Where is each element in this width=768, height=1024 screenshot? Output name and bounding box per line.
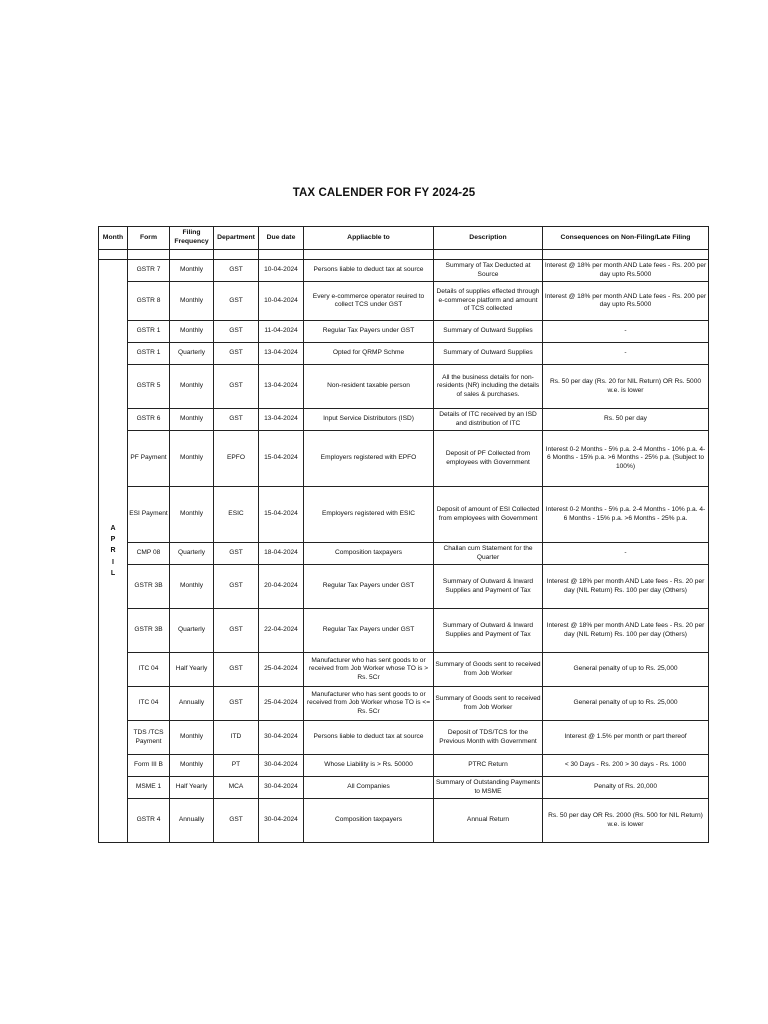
form-cell: GSTR 1 [128, 321, 170, 343]
description-cell: Details of supplies effected through e-commerce platform and amount of TCS collected [434, 282, 543, 321]
month-letter: P [110, 536, 116, 544]
table-row [99, 687, 709, 721]
description-cell: Deposit of amount of ESI Collected from employees with Government [434, 487, 543, 543]
form-cell: GSTR 1 [128, 343, 170, 365]
department-cell: GST [214, 687, 259, 721]
due-date-cell: 15-04-2024 [259, 431, 304, 487]
department-cell: GST [214, 609, 259, 653]
form-cell: ESI Payment [128, 487, 170, 543]
applicable-to-cell: Whose Liability is > Rs. 50000 [304, 755, 434, 777]
due-date-cell: 13-04-2024 [259, 343, 304, 365]
department-cell: GST [214, 799, 259, 843]
consequences-cell: Rs. 50 per day OR Rs. 2000 (Rs. 500 for NIL Return) w.e. is lower [543, 799, 709, 843]
form-cell: GSTR 3B [128, 565, 170, 609]
table-row [99, 755, 709, 777]
due-date-cell: 22-04-2024 [259, 609, 304, 653]
table-row [99, 799, 709, 843]
frequency-cell: Monthly [170, 755, 214, 777]
frequency-cell: Annually [170, 799, 214, 843]
table-row [99, 365, 709, 409]
due-date-cell: 20-04-2024 [259, 565, 304, 609]
description-cell: Summary of Outstanding Payments to MSME [434, 777, 543, 799]
applicable-to-cell: Non-resident taxable person [304, 365, 434, 409]
frequency-cell: Monthly [170, 565, 214, 609]
form-cell: TDS /TCS Payment [128, 721, 170, 755]
frequency-cell: Monthly [170, 321, 214, 343]
description-cell: Summary of Outward & Inward Supplies and Payment of Tax [434, 609, 543, 653]
applicable-to-cell: Persons liable to deduct tax at source [304, 721, 434, 755]
consequences-cell: Interest 0-2 Months - 5% p.a. 2-4 Months - 10% p.a. 4-6 Months - 15% p.a. >6 Months - 25% p.a. (Subject to 100%) [543, 431, 709, 487]
due-date-cell: 15-04-2024 [259, 487, 304, 543]
consequences-cell: Interest @ 18% per month AND Late fees - Rs. 20 per day (NIL Return) Rs. 100 per day (Others) [543, 609, 709, 653]
description-cell: Summary of Tax Deducted at Source [434, 260, 543, 282]
form-cell: Form III B [128, 755, 170, 777]
applicable-to-cell: Employers registered with EPFO [304, 431, 434, 487]
department-cell: ESIC [214, 487, 259, 543]
frequency-cell: Half Yearly [170, 777, 214, 799]
description-cell: Summary of Outward & Inward Supplies and Payment of Tax [434, 565, 543, 609]
consequences-cell: Rs. 50 per day (Rs. 20 for NIL Return) OR Rs. 5000 w.e. is lower [543, 365, 709, 409]
due-date-cell: 13-04-2024 [259, 409, 304, 431]
table-row [99, 609, 709, 653]
applicable-to-cell: All Companies [304, 777, 434, 799]
due-date-cell: 25-04-2024 [259, 687, 304, 721]
consequences-cell: - [543, 343, 709, 365]
description-cell: Annual Return [434, 799, 543, 843]
frequency-cell: Half Yearly [170, 653, 214, 687]
applicable-to-cell: Manufacturer who has sent goods to or received from Job Worker whose TO is > Rs. 5Cr [304, 653, 434, 687]
table-row [99, 343, 709, 365]
table-row [99, 721, 709, 755]
header-consequences: Consequences on Non-Filing/Late Filing [543, 227, 709, 250]
month-letter: R [110, 547, 116, 555]
applicable-to-cell: Regular Tax Payers under GST [304, 565, 434, 609]
page-title: TAX CALENDER FOR FY 2024-25 [292, 187, 476, 199]
due-date-cell: 13-04-2024 [259, 365, 304, 409]
due-date-cell: 30-04-2024 [259, 799, 304, 843]
frequency-cell: Monthly [170, 487, 214, 543]
frequency-cell: Monthly [170, 282, 214, 321]
department-cell: MCA [214, 777, 259, 799]
header-form: Form [128, 227, 170, 250]
table-row [99, 487, 709, 543]
consequences-cell: Interest @ 18% per month AND Late fees - Rs. 200 per day upto Rs.5000 [543, 282, 709, 321]
month-letter: A [110, 525, 116, 533]
department-cell: EPFO [214, 431, 259, 487]
form-cell: GSTR 4 [128, 799, 170, 843]
description-cell: Summary of Outward Supplies [434, 321, 543, 343]
description-cell: Summary of Goods sent to received from Job Worker [434, 687, 543, 721]
description-cell: Details of ITC received by an ISD and distribution of ITC [434, 409, 543, 431]
header-due-date: Due date [259, 227, 304, 250]
form-cell: PF Payment [128, 431, 170, 487]
consequences-cell: - [543, 543, 709, 565]
table-row [99, 653, 709, 687]
header-filing-frequency: Filing Frequency [170, 227, 214, 250]
spacer-row [99, 250, 709, 260]
header-applicable-to: Appliacble to [304, 227, 434, 250]
description-cell: Summary of Goods sent to received from Job Worker [434, 653, 543, 687]
header-row [99, 227, 709, 250]
table-row [99, 321, 709, 343]
header-month: Month [99, 227, 128, 250]
frequency-cell: Monthly [170, 431, 214, 487]
frequency-cell: Annually [170, 687, 214, 721]
applicable-to-cell: Composition taxpayers [304, 799, 434, 843]
frequency-cell: Monthly [170, 260, 214, 282]
due-date-cell: 10-04-2024 [259, 282, 304, 321]
applicable-to-cell: Manufacturer who has sent goods to or received from Job Worker whose TO is <= Rs. 5Cr [304, 687, 434, 721]
month-cell [99, 260, 128, 843]
consequences-cell: General penalty of up to Rs. 25,000 [543, 653, 709, 687]
frequency-cell: Monthly [170, 365, 214, 409]
table-row [99, 565, 709, 609]
description-cell: Deposit of PF Collected from employees with Government [434, 431, 543, 487]
applicable-to-cell: Composition taxpayers [304, 543, 434, 565]
department-cell: GST [214, 343, 259, 365]
due-date-cell: 30-04-2024 [259, 777, 304, 799]
applicable-to-cell: Input Service Distributors (ISD) [304, 409, 434, 431]
applicable-to-cell: Opted for QRMP Schme [304, 343, 434, 365]
applicable-to-cell: Regular Tax Payers under GST [304, 321, 434, 343]
form-cell: ITC 04 [128, 687, 170, 721]
table-row [99, 777, 709, 799]
department-cell: GST [214, 365, 259, 409]
consequences-cell: Penalty of Rs. 20,000 [543, 777, 709, 799]
consequences-cell: Interest @ 18% per month AND Late fees - Rs. 200 per day upto Rs.5000 [543, 260, 709, 282]
header-description: Description [434, 227, 543, 250]
department-cell: GST [214, 260, 259, 282]
form-cell: GSTR 6 [128, 409, 170, 431]
consequences-cell: General penalty of up to Rs. 25,000 [543, 687, 709, 721]
consequences-cell: Interest 0-2 Months - 5% p.a. 2-4 Months - 10% p.a. 4-6 Months - 15% p.a. >6 Months - 25% p.a. [543, 487, 709, 543]
table-row [99, 409, 709, 431]
form-cell: CMP 08 [128, 543, 170, 565]
month-letter: L [110, 569, 116, 577]
due-date-cell: 30-04-2024 [259, 755, 304, 777]
due-date-cell: 10-04-2024 [259, 260, 304, 282]
department-cell: ITD [214, 721, 259, 755]
applicable-to-cell: Employers registered with ESIC [304, 487, 434, 543]
table-body [99, 250, 709, 843]
description-cell: Challan cum Statement for the Quarter [434, 543, 543, 565]
department-cell: GST [214, 565, 259, 609]
form-cell: GSTR 5 [128, 365, 170, 409]
applicable-to-cell: Regular Tax Payers under GST [304, 609, 434, 653]
department-cell: GST [214, 282, 259, 321]
month-letter: I [112, 558, 114, 566]
applicable-to-cell: Every e-commerce operator reuired to collect TCS under GST [304, 282, 434, 321]
department-cell: GST [214, 653, 259, 687]
due-date-cell: 30-04-2024 [259, 721, 304, 755]
consequences-cell: Interest @ 18% per month AND Late fees - Rs. 20 per day (NIL Return) Rs. 100 per day (Others) [543, 565, 709, 609]
consequences-cell: - [543, 321, 709, 343]
header-department: Department [214, 227, 259, 250]
due-date-cell: 25-04-2024 [259, 653, 304, 687]
frequency-cell: Quarterly [170, 343, 214, 365]
table-row [99, 543, 709, 565]
form-cell: GSTR 7 [128, 260, 170, 282]
description-cell: Deposit of TDS/TCS for the Previous Month with Government [434, 721, 543, 755]
consequences-cell: Interest @ 1.5% per month or part thereof [543, 721, 709, 755]
description-cell: All the business details for non-residents (NR) including the details of sales & purchases. [434, 365, 543, 409]
department-cell: GST [214, 321, 259, 343]
department-cell: PT [214, 755, 259, 777]
form-cell: GSTR 3B [128, 609, 170, 653]
due-date-cell: 11-04-2024 [259, 321, 304, 343]
form-cell: ITC 04 [128, 653, 170, 687]
description-cell: PTRC Return [434, 755, 543, 777]
table-row [99, 282, 709, 321]
applicable-to-cell: Persons liable to deduct tax at source [304, 260, 434, 282]
frequency-cell: Monthly [170, 721, 214, 755]
table-row [99, 260, 709, 282]
description-cell: Summary of Outward Supplies [434, 343, 543, 365]
due-date-cell: 18-04-2024 [259, 543, 304, 565]
department-cell: GST [214, 543, 259, 565]
consequences-cell: Rs. 50 per day [543, 409, 709, 431]
consequences-cell: < 30 Days - Rs. 200 > 30 days - Rs. 1000 [543, 755, 709, 777]
form-cell: MSME 1 [128, 777, 170, 799]
tax-calendar-table [98, 226, 709, 843]
frequency-cell: Quarterly [170, 543, 214, 565]
frequency-cell: Monthly [170, 409, 214, 431]
frequency-cell: Quarterly [170, 609, 214, 653]
form-cell: GSTR 8 [128, 282, 170, 321]
department-cell: GST [214, 409, 259, 431]
table-row [99, 431, 709, 487]
